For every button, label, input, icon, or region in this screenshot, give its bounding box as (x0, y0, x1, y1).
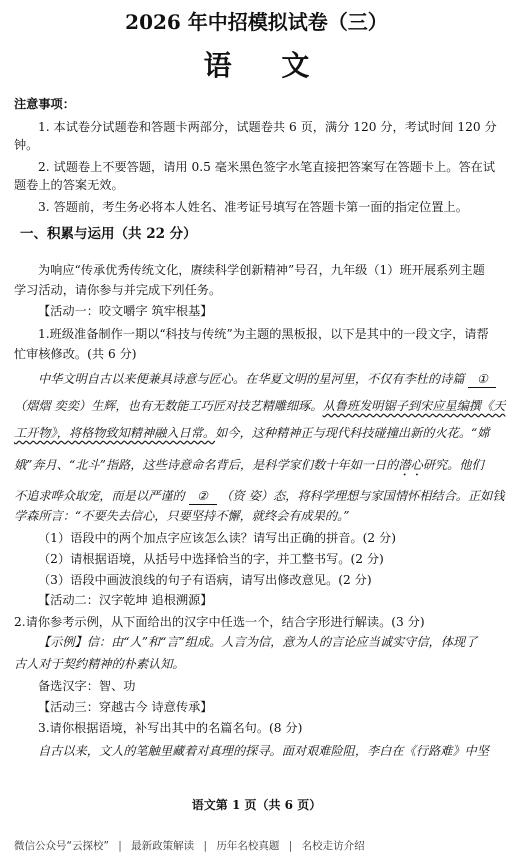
passage-text: 如今，这种精神正与现代科技碰撞出新的火花。“嫦 (215, 426, 490, 440)
question-2: 2.请你参考示例，从下面给出的汉字中任选一个，结合字形进行解读。(3 分) (14, 615, 425, 629)
wavy-sentence: 工开物》，将格物致知精神融入日常。 (14, 426, 216, 440)
dotted-characters: 潜心 (398, 458, 423, 472)
question-1: 1.班级准备制作一期以“科技与传统”为主题的黑板报，以下是其中的一段文字，请帮 (38, 327, 489, 341)
blank-1: ① (468, 371, 496, 388)
candidate-characters: 备选汉字：智、功 (38, 679, 136, 693)
question-3-passage: 自古以来，文人的笔触里藏着对真理的探寻。面对艰难险阻，李白在《行路难》中坚 (38, 744, 489, 758)
sub-question-3: （3）语段中画波浪线的句子有语病，请写出修改意见。(2 分) (38, 573, 372, 587)
past-exams-link[interactable]: 历年名校真题 (216, 840, 280, 852)
intro-text: 为响应“传承优秀传统文化，赓续科学创新精神”号召，九年级（1）班开展系列主题 (38, 263, 485, 277)
sub-question-2: （2）请根据语境，从括号中选择恰当的字，并工整书写。(2 分) (38, 552, 384, 566)
passage-line-6: 学森所言：“不要失去信心，只要坚持不懈，就终会有成果的。” (14, 509, 350, 523)
passage-line-4 (14, 457, 501, 479)
passage-text: 研究。他们 (422, 458, 484, 472)
notice-item-2: 2. 试题卷上不要答题，请用 0.5 毫米黑色签字水笔直接把答案写在答题卡上。答在试 (38, 160, 496, 174)
passage-text: （资 姿）态，将科学理想与家国情怀相结合。正如钱 (220, 489, 505, 503)
passage-line-2 (14, 398, 506, 414)
notice-item-2-cont: 题卷上的答案无效。 (14, 178, 124, 192)
separator: | (288, 840, 293, 852)
separator: | (203, 840, 208, 852)
policy-link[interactable]: 最新政策解读 (131, 840, 195, 852)
intro-text-cont: 学习活动，请你参与并完成下列任务。 (14, 283, 222, 297)
section-heading: 一、积累与运用（共 22 分） (20, 226, 197, 242)
separator: | (118, 840, 122, 852)
example-text: 【示例】信：由“人”和“言”组成。人言为信，意为人的言论应当诚实守信，体现了 (38, 635, 478, 649)
blank-2: ② (189, 488, 217, 505)
passage-text: 娥”奔月、“北斗”指路，这些诗意命名背后，是科学家们数十年如一日的 (14, 458, 399, 472)
sub-question-1: （1）语段中的两个加点字应该怎么读？请写出正确的拼音。(2 分) (38, 531, 396, 545)
notice-item-3: 3. 答题前，考生务必将本人姓名、准考证号填写在答题卡第一面的指定位置上。 (38, 200, 468, 214)
wechat-account: 微信公众号“云探校” (14, 840, 109, 852)
passage-text: 中华文明自古以来便兼具诗意与匠心。在华夏文明的星河里，不仅有李杜的诗篇 (38, 372, 465, 386)
notice-item-1: 1. 本试卷分试题卷和答题卡两部分，试题卷共 6 页，满分 120 分，考试时间 120 分 (38, 120, 497, 134)
question-1-cont: 忙审核修改。(共 6 分) (14, 347, 137, 361)
notice-item-1-cont: 钟。 (14, 138, 39, 152)
passage-text: 不追求哗众取宠，而是以严谨的 (14, 489, 185, 503)
activity-2-heading: 【活动二：汉字乾坤 追根溯源】 (38, 593, 213, 607)
promo-bar (14, 838, 513, 853)
activity-1-heading: 【活动一：咬文嚼字 筑牢根基】 (38, 304, 213, 318)
school-visit-link[interactable]: 名校走访介绍 (301, 840, 365, 852)
passage-text: （熠熠 奕奕）生辉，也有无数能工巧匠对技艺精雕细琢。 (14, 399, 323, 413)
passage-line-1 (38, 371, 501, 388)
question-3: 3.请你根据语境，补写出其中的名篇名句。(8 分) (38, 721, 303, 735)
exam-title: 2026 年中招模拟试卷（三） (125, 10, 388, 34)
subject-title: 语 文 (203, 49, 330, 82)
wavy-sentence: 从鲁班发明锯子到宋应星编撰《天 (322, 399, 506, 413)
page-number: 语文第 1 页（共 6 页） (191, 798, 322, 812)
example-text-cont: 古人对于契约精神的朴素认知。 (14, 657, 185, 671)
activity-3-heading: 【活动三：穿越古今 诗意传承】 (38, 700, 213, 714)
passage-line-3 (14, 425, 501, 441)
passage-line-5 (14, 488, 505, 505)
notice-heading: 注意事项： (14, 97, 75, 111)
